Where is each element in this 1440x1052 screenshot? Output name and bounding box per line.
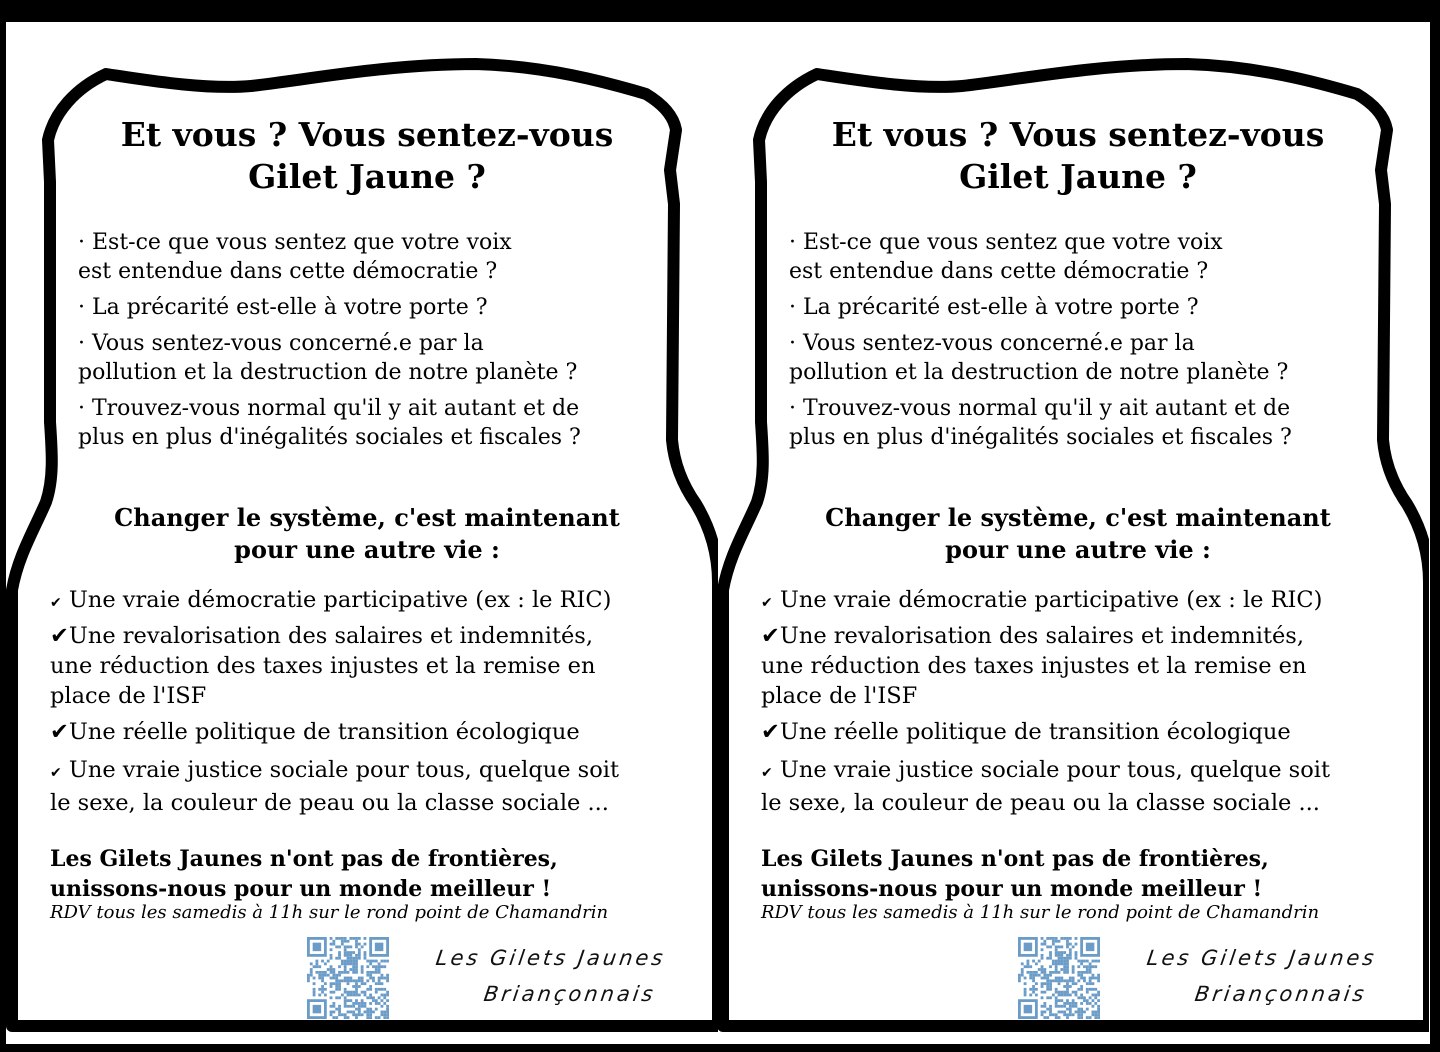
signature-line-1: Les Gilets Jaunes <box>1145 946 1379 970</box>
goal-2-line-3: place de l'ISF <box>761 683 918 709</box>
check-mark-icon: ✔ <box>761 595 773 611</box>
question-1-line-2: est entendue dans cette démocratie ? <box>789 259 1209 284</box>
flyer-subtitle <box>717 502 1439 566</box>
signature-line-2: Briançonnais <box>482 982 658 1006</box>
question-4 <box>789 394 1292 452</box>
question-1 <box>789 228 1223 286</box>
slogan <box>761 844 1269 904</box>
goal-1-line-1: Une vraie démocratie participative (ex : le RIC) <box>61 587 612 613</box>
question-1 <box>78 228 512 286</box>
title-line-2: Gilet Jaune ? <box>248 157 486 196</box>
flyer-subtitle <box>6 502 728 566</box>
goal-3 <box>50 717 580 747</box>
question-3 <box>78 329 577 387</box>
goal-4-line-1: Une vraie justice sociale pour tous, quelque soit <box>61 757 620 783</box>
check-mark-icon: ✔ <box>761 719 780 745</box>
flyer-sheet <box>6 22 1430 1044</box>
goal-1-line-1: Une vraie démocratie participative (ex : le RIC) <box>772 587 1323 613</box>
check-mark-icon: ✔ <box>50 719 69 745</box>
question-2 <box>789 293 1199 322</box>
goal-3 <box>761 717 1291 747</box>
question-3 <box>789 329 1288 387</box>
question-4-line-1: · Trouvez-vous normal qu'il y ait autant et de <box>78 396 580 421</box>
goal-2-line-2: une réduction des taxes injustes et la remise en <box>761 653 1307 679</box>
flyer-title <box>6 114 728 198</box>
slogan-line-2: unissons-nous pour un monde meilleur ! <box>50 876 552 902</box>
goal-3-line-1: Une réelle politique de transition écologique <box>68 719 580 745</box>
question-1-line-1: · Est-ce que vous sentez que votre voix <box>78 230 512 255</box>
flyer-left <box>6 22 718 1052</box>
qr-code-icon[interactable] <box>1017 937 1101 1019</box>
goal-2 <box>50 621 595 711</box>
goal-2-line-1: Une revalorisation des salaires et indemnités, <box>68 623 594 649</box>
goal-4-line-2: le sexe, la couleur de peau ou la classe sociale ... <box>50 790 609 816</box>
slogan <box>50 844 558 904</box>
question-2-line-1: · La précarité est-elle à votre porte ? <box>789 295 1199 320</box>
slogan-line-2: unissons-nous pour un monde meilleur ! <box>761 876 1263 902</box>
question-4-line-1: · Trouvez-vous normal qu'il y ait autant et de <box>789 396 1291 421</box>
flyer-title <box>717 114 1439 198</box>
subtitle-line-1: Changer le système, c'est maintenant <box>825 503 1331 532</box>
subtitle-line-2: pour une autre vie : <box>234 535 500 564</box>
question-2 <box>78 293 488 322</box>
question-4-line-2: plus en plus d'inégalités sociales et fiscales ? <box>789 425 1292 450</box>
goal-1 <box>50 585 611 618</box>
question-2-line-1: · La précarité est-elle à votre porte ? <box>78 295 488 320</box>
signature-line-2: Briançonnais <box>1193 982 1369 1006</box>
question-1-line-1: · Est-ce que vous sentez que votre voix <box>789 230 1223 255</box>
rdv-info: RDV tous les samedis à 11h sur le rond point de Chamandrin <box>50 902 609 923</box>
check-mark-icon: ✔ <box>50 623 69 649</box>
question-3-line-2: pollution et la destruction de notre planète ? <box>78 360 578 385</box>
check-mark-icon: ✔ <box>50 765 62 781</box>
goal-2-line-3: place de l'ISF <box>50 683 207 709</box>
title-line-1: Et vous ? Vous sentez-vous <box>831 115 1325 154</box>
goal-2-line-1: Une revalorisation des salaires et indemnités, <box>779 623 1305 649</box>
qr-code-icon[interactable] <box>306 937 390 1019</box>
question-4-line-2: plus en plus d'inégalités sociales et fiscales ? <box>78 425 581 450</box>
check-mark-icon: ✔ <box>761 765 773 781</box>
subtitle-line-2: pour une autre vie : <box>945 535 1211 564</box>
rdv-info: RDV tous les samedis à 11h sur le rond point de Chamandrin <box>761 902 1320 923</box>
goal-4 <box>50 755 619 818</box>
goal-2-line-2: une réduction des taxes injustes et la remise en <box>50 653 596 679</box>
question-1-line-2: est entendue dans cette démocratie ? <box>78 259 498 284</box>
question-4 <box>78 394 581 452</box>
goal-2 <box>761 621 1306 711</box>
goal-1 <box>761 585 1322 618</box>
goal-4-line-1: Une vraie justice sociale pour tous, quelque soit <box>772 757 1331 783</box>
check-mark-icon: ✔ <box>761 623 780 649</box>
title-line-2: Gilet Jaune ? <box>959 157 1197 196</box>
flyer-right <box>717 22 1429 1052</box>
subtitle-line-1: Changer le système, c'est maintenant <box>114 503 620 532</box>
slogan-line-1: Les Gilets Jaunes n'ont pas de frontières, <box>761 846 1269 872</box>
goal-4-line-2: le sexe, la couleur de peau ou la classe sociale ... <box>761 790 1320 816</box>
signature-line-1: Les Gilets Jaunes <box>434 946 668 970</box>
question-3-line-1: · Vous sentez-vous concerné.e par la <box>789 331 1195 356</box>
goal-4 <box>761 755 1330 818</box>
check-mark-icon: ✔ <box>50 595 62 611</box>
goal-3-line-1: Une réelle politique de transition écologique <box>779 719 1291 745</box>
question-3-line-1: · Vous sentez-vous concerné.e par la <box>78 331 484 356</box>
question-3-line-2: pollution et la destruction de notre planète ? <box>789 360 1289 385</box>
slogan-line-1: Les Gilets Jaunes n'ont pas de frontières, <box>50 846 558 872</box>
title-line-1: Et vous ? Vous sentez-vous <box>120 115 614 154</box>
